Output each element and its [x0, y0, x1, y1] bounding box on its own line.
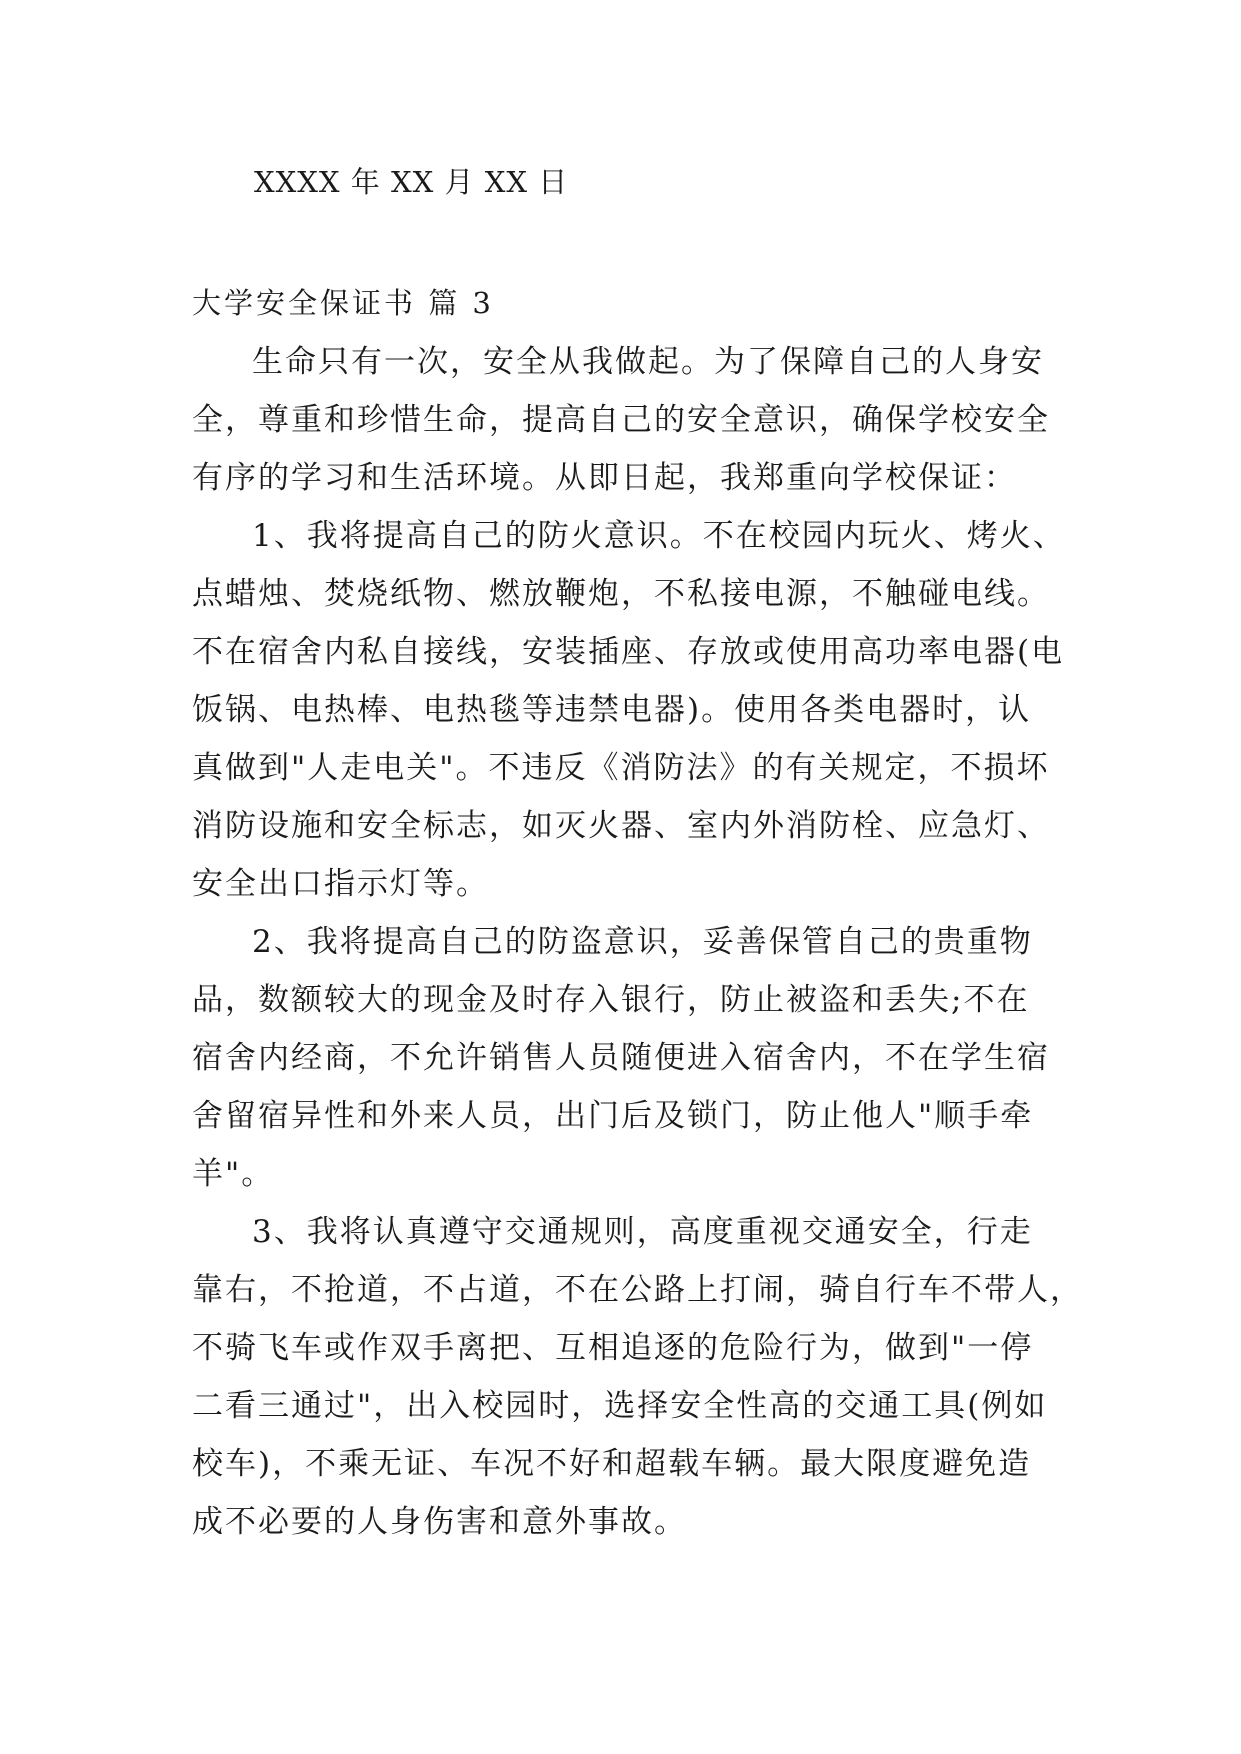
document-body [192, 333, 1083, 1551]
paragraph-line: 全，尊重和珍惜生命，提高自己的安全意识，确保学校安全 [192, 402, 1050, 438]
paragraph-line: 安全出口指示灯等。 [192, 866, 489, 902]
paragraph-line: 成不必要的人身伤害和意外事故。 [192, 1504, 687, 1540]
paragraph-line: 宿舍内经商，不允许销售人员随便进入宿舍内，不在学生宿 [192, 1040, 1050, 1076]
paragraph-line: 不在宿舍内私自接线，安装插座、存放或使用高功率电器(电 [192, 634, 1065, 670]
document-heading: 大学安全保证书 篇 3 [192, 286, 494, 320]
paragraph-line: 2、我将提高自己的防盗意识，妥善保管自己的贵重物 [252, 924, 1033, 960]
paragraph-line: 二看三通过"，出入校园时，选择安全性高的交通工具(例如 [192, 1388, 1048, 1424]
paragraph-line: 品，数额较大的现金及时存入银行，防止被盗和丢失;不在 [192, 982, 1030, 1018]
paragraph-line: 饭锅、电热棒、电热毯等违禁电器)。使用各类电器时，认 [192, 692, 1032, 728]
paragraph-line: 羊"。 [192, 1156, 275, 1192]
document-date: XXXX 年 XX 月 XX 日 [254, 165, 569, 199]
paragraph-line: 校车)，不乘无证、车况不好和超载车辆。最大限度避免造 [192, 1446, 1032, 1482]
paragraph-line: 真做到"人走电关"。不违反《消防法》的有关规定，不损坏 [192, 750, 1050, 786]
paragraph-line: 3、我将认真遵守交通规则，高度重视交通安全，行走 [252, 1214, 1033, 1250]
paragraph-line: 舍留宿异性和外来人员，出门后及锁门，防止他人"顺手牵 [192, 1098, 1034, 1134]
paragraph-line: 靠右，不抢道，不占道，不在公路上打闹，骑自行车不带人， [192, 1272, 1083, 1308]
paragraph-line: 点蜡烛、焚烧纸物、燃放鞭炮，不私接电源，不触碰电线。 [192, 576, 1050, 612]
paragraph-line: 1、我将提高自己的防火意识。不在校园内玩火、烤火、 [252, 518, 1066, 554]
paragraph-line: 不骑飞车或作双手离把、互相追逐的危险行为，做到"一停 [192, 1330, 1034, 1366]
paragraph-line: 有序的学习和生活环境。从即日起，我郑重向学校保证： [192, 460, 1017, 496]
paragraph-line: 消防设施和安全标志，如灭火器、室内外消防栓、应急灯、 [192, 808, 1050, 844]
paragraph-line: 生命只有一次，安全从我做起。为了保障自己的人身安 [252, 344, 1044, 380]
